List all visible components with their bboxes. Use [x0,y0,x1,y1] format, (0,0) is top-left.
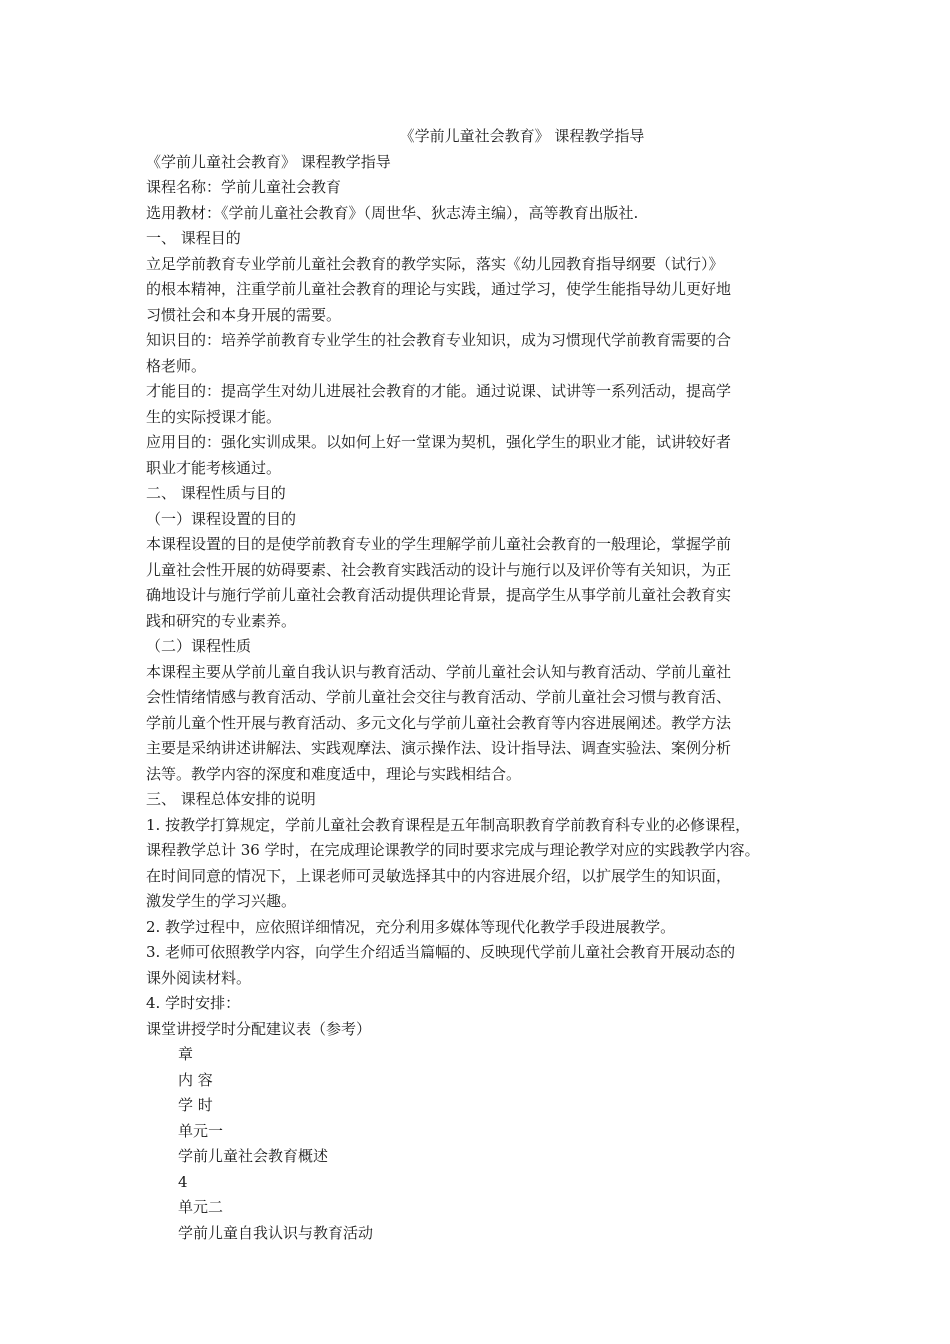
paragraph-line: 3. 老师可依照教学内容，向学生介绍适当篇幅的、反映现代学前儿童社会教育开展动态的 [146,943,736,961]
paragraph-line: 1. 按教学打算规定，学前儿童社会教育课程是五年制高职教育学前教育科专业的必修课程， [146,815,751,834]
paragraph-line: 在时间同意的情况下，上课老师可灵敏选择其中的内容进展介绍，以扩展学生的知识面， [146,866,732,885]
paragraph-line: 应用目的：强化实训成果。以如何上好一堂课为契机，强化学生的职业才能，试讲较好者 [146,433,732,451]
section-heading-3: 三、 课程总体安排的说明 [146,790,316,808]
table-cell: 学前儿童自我认识与教育活动 [178,1223,374,1242]
paragraph-line: 生的实际授课才能。 [146,407,282,426]
course-name-line: 课程名称：学前儿童社会教育 [146,178,342,196]
subsection-heading: （一）课程设置的目的 [146,509,297,528]
subtitle-line: 《学前儿童社会教育》 课程教学指导 [146,152,391,171]
table-cell: 学前儿童社会教育概述 [178,1147,329,1165]
paragraph-line: 课外阅读材料。 [146,968,252,987]
document-title: 《学前儿童社会教育》 课程教学指导 [399,127,645,145]
paragraph-line: 职业才能考核通过。 [146,458,282,477]
textbook-line: 选用教材：《学前儿童社会教育》（周世华、狄志涛主编），高等教育出版社. [146,203,639,222]
section-heading-1: 一、 课程目的 [146,229,241,247]
document-page [146,124,818,1246]
paragraph-line: 立足学前教育专业学前儿童社会教育的教学实际，落实《幼儿园教育指导纲要（试行）》 [146,254,724,273]
paragraph-line: 2. 教学过程中，应依照详细情况，充分利用多媒体等现代化教学手段进展教学。 [146,917,676,936]
paragraph-line: 儿童社会性开展的妨碍要素、社会教育实践活动的设计与施行以及评价等有关知识，为正 [146,560,732,579]
paragraph-line: 激发学生的学习兴趣。 [146,892,297,910]
paragraph-line: 践和研究的专业素养。 [146,611,297,630]
table-cell: 内 容 [178,1070,213,1089]
table-cell: 单元二 [178,1198,224,1216]
paragraph-line: 本课程主要从学前儿童自我认识与教育活动、学前儿童社会认知与教育活动、学前儿童社 [146,662,732,681]
section-heading-2: 二、 课程性质与目的 [146,484,286,502]
document-body [146,150,818,1043]
paragraph-line: 学前儿童个性开展与教育活动、多元文化与学前儿童社会教育等内容进展阐述。教学方法 [146,713,732,732]
table-cell: 4 [178,1172,188,1191]
paragraph-line: 法等。教学内容的深度和难度适中，理论与实践相结合。 [146,764,522,783]
table-cell: 学 时 [178,1096,213,1114]
paragraph-line: 主要是采纳讲述讲解法、实践观摩法、演示操作法、设计指导法、调查实验法、案例分析 [146,739,732,757]
paragraph-line: 知识目的：培养学前教育专业学生的社会教育专业知识，成为习惯现代学前教育需要的合 [146,331,732,349]
paragraph-line: 格老师。 [146,356,207,375]
paragraph-line: 才能目的：提高学生对幼儿进展社会教育的才能。通过说课、试讲等一系列活动，提高学 [146,382,732,400]
hours-table [146,1042,818,1246]
table-cell: 章 [178,1045,194,1063]
paragraph-line: 的根本精神，注重学前儿童社会教育的理论与实践，通过学习，使学生能指导幼儿更好地 [146,280,732,298]
paragraph-line: 确地设计与施行学前儿童社会教育活动提供理论背景，提高学生从事学前儿童社会教育实 [146,586,732,604]
subsection-heading: （二）课程性质 [146,637,252,655]
paragraph-line: 课程教学总计 36 学时，在完成理论课教学的同时要求完成与理论教学对应的实践教学内容。 [146,841,760,859]
paragraph-line: 会性情绪情感与教育活动、学前儿童社会交往与教育活动、学前儿童社会习惯与教育活、 [146,688,732,706]
table-caption: 课堂讲授学时分配建议表（参考） [146,1019,372,1038]
table-cell: 单元一 [178,1121,224,1140]
paragraph-line: 习惯社会和本身开展的需要。 [146,305,342,324]
paragraph-line: 本课程设置的目的是使学前教育专业的学生理解学前儿童社会教育的一般理论，掌握学前 [146,535,732,553]
paragraph-line: 4. 学时安排： [146,994,241,1012]
